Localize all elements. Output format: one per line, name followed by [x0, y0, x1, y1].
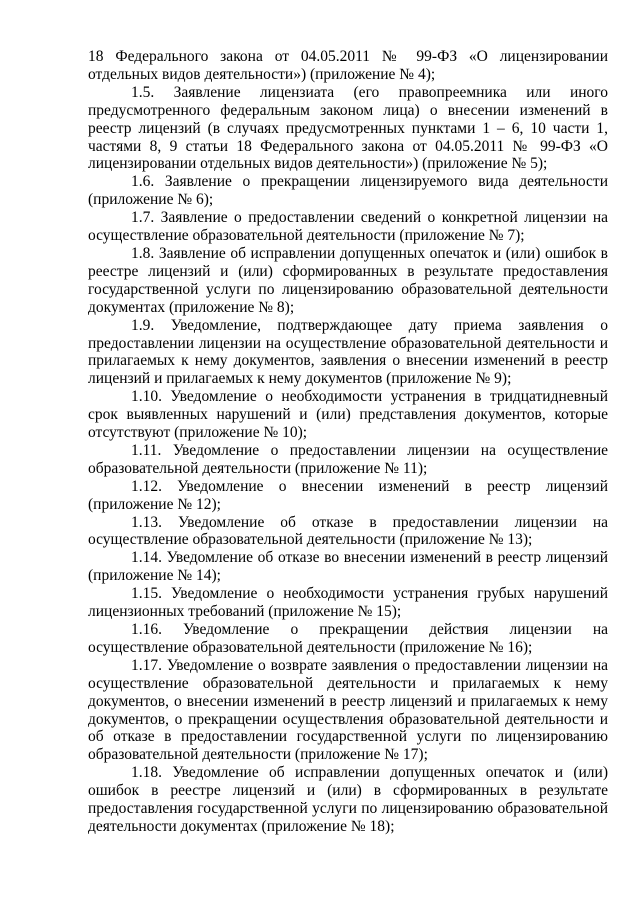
paragraph-item-1-8: 1.8. Заявление об исправлении допущенных опечаток и (или) ошибок в реестре лицензий и (или) сформированных в результате предоставления государственной услуги по лицензированию образовательной деятельности документах (приложение № 8); [88, 244, 608, 316]
paragraph-continuation: 18 Федерального закона от 04.05.2011 № 99-ФЗ «О лицензировании отдельных видов деятельности») (приложение № 4); [88, 48, 608, 83]
paragraph-item-1-12: 1.12. Уведомление о внесении изменений в реестр лицензий (приложение № 12); [88, 477, 608, 513]
paragraph-item-1-7: 1.7. Заявление о предоставлении сведений о конкретной лицензии на осуществление образовательной деятельности (приложение № 7); [88, 209, 608, 245]
paragraph-item-1-9: 1.9. Уведомление, подтверждающее дату приема заявления о предоставлении лицензии на осуществление образовательной деятельности и прилагаемых к нему документов, заявления о внесении изменений в реестр лицензий и прилагаемых к нему документов (приложение № 9); [88, 316, 608, 388]
paragraph-item-1-16: 1.16. Уведомление о прекращении действия лицензии на осуществление образовательной деятельности (приложение № 16); [88, 621, 608, 656]
paragraph-item-1-6: 1.6. Заявление о прекращении лицензируемого вида деятельности (приложение № 6); [88, 173, 608, 209]
paragraph-item-1-17: 1.17. Уведомление о возврате заявления о предоставлении лицензии на осуществление образовательной деятельности и прилагаемых к нему документов, о внесении изменений в реестр лицензий и прилагаемых к нему документов, о прекращении осуществления образовательной деятельности и об отказе в предоставлении государственной услуги по лицензированию образовательной деятельности (приложение № 17); [88, 656, 608, 764]
paragraph-item-1-11: 1.11. Уведомление о предоставлении лицензии на осуществление образовательной деятельности (приложение № 11); [88, 441, 608, 477]
paragraph-item-1-10: 1.10. Уведомление о необходимости устранения в тридцатидневный срок выявленных нарушений и (или) представления документов, которые отсутствуют (приложение № 10); [88, 388, 608, 442]
paragraph-item-1-15: 1.15. Уведомление о необходимости устранения грубых нарушений лицензионных требований (приложение № 15); [88, 585, 608, 621]
paragraph-item-1-18: 1.18. Уведомление об исправлении допущенных опечаток и (или) ошибок в реестре лицензий и (или) в сформированных в результате предоставления государственной услуги по лицензированию образовательной деятельности документах (приложение № 18); [88, 764, 608, 835]
paragraph-item-1-14: 1.14. Уведомление об отказе во внесении изменений в реестр лицензий (приложение № 14); [88, 549, 608, 585]
paragraph-item-1-5: 1.5. Заявление лицензиата (его правопреемника или иного предусмотренного федеральным законом лица) о внесении изменений в реестр лицензий (в случаях предусмотренных пунктами 1 – 6, 10 части 1, частями 8, 9 статьи 18 Федерального закона от 04.05.2011 № 99-ФЗ «О лицензировании отдельных видов деятельности») (приложение № 5); [88, 83, 608, 173]
paragraph-item-1-13: 1.13. Уведомление об отказе в предоставлении лицензии на осуществление образовательной деятельности (приложение № 13); [88, 513, 608, 549]
